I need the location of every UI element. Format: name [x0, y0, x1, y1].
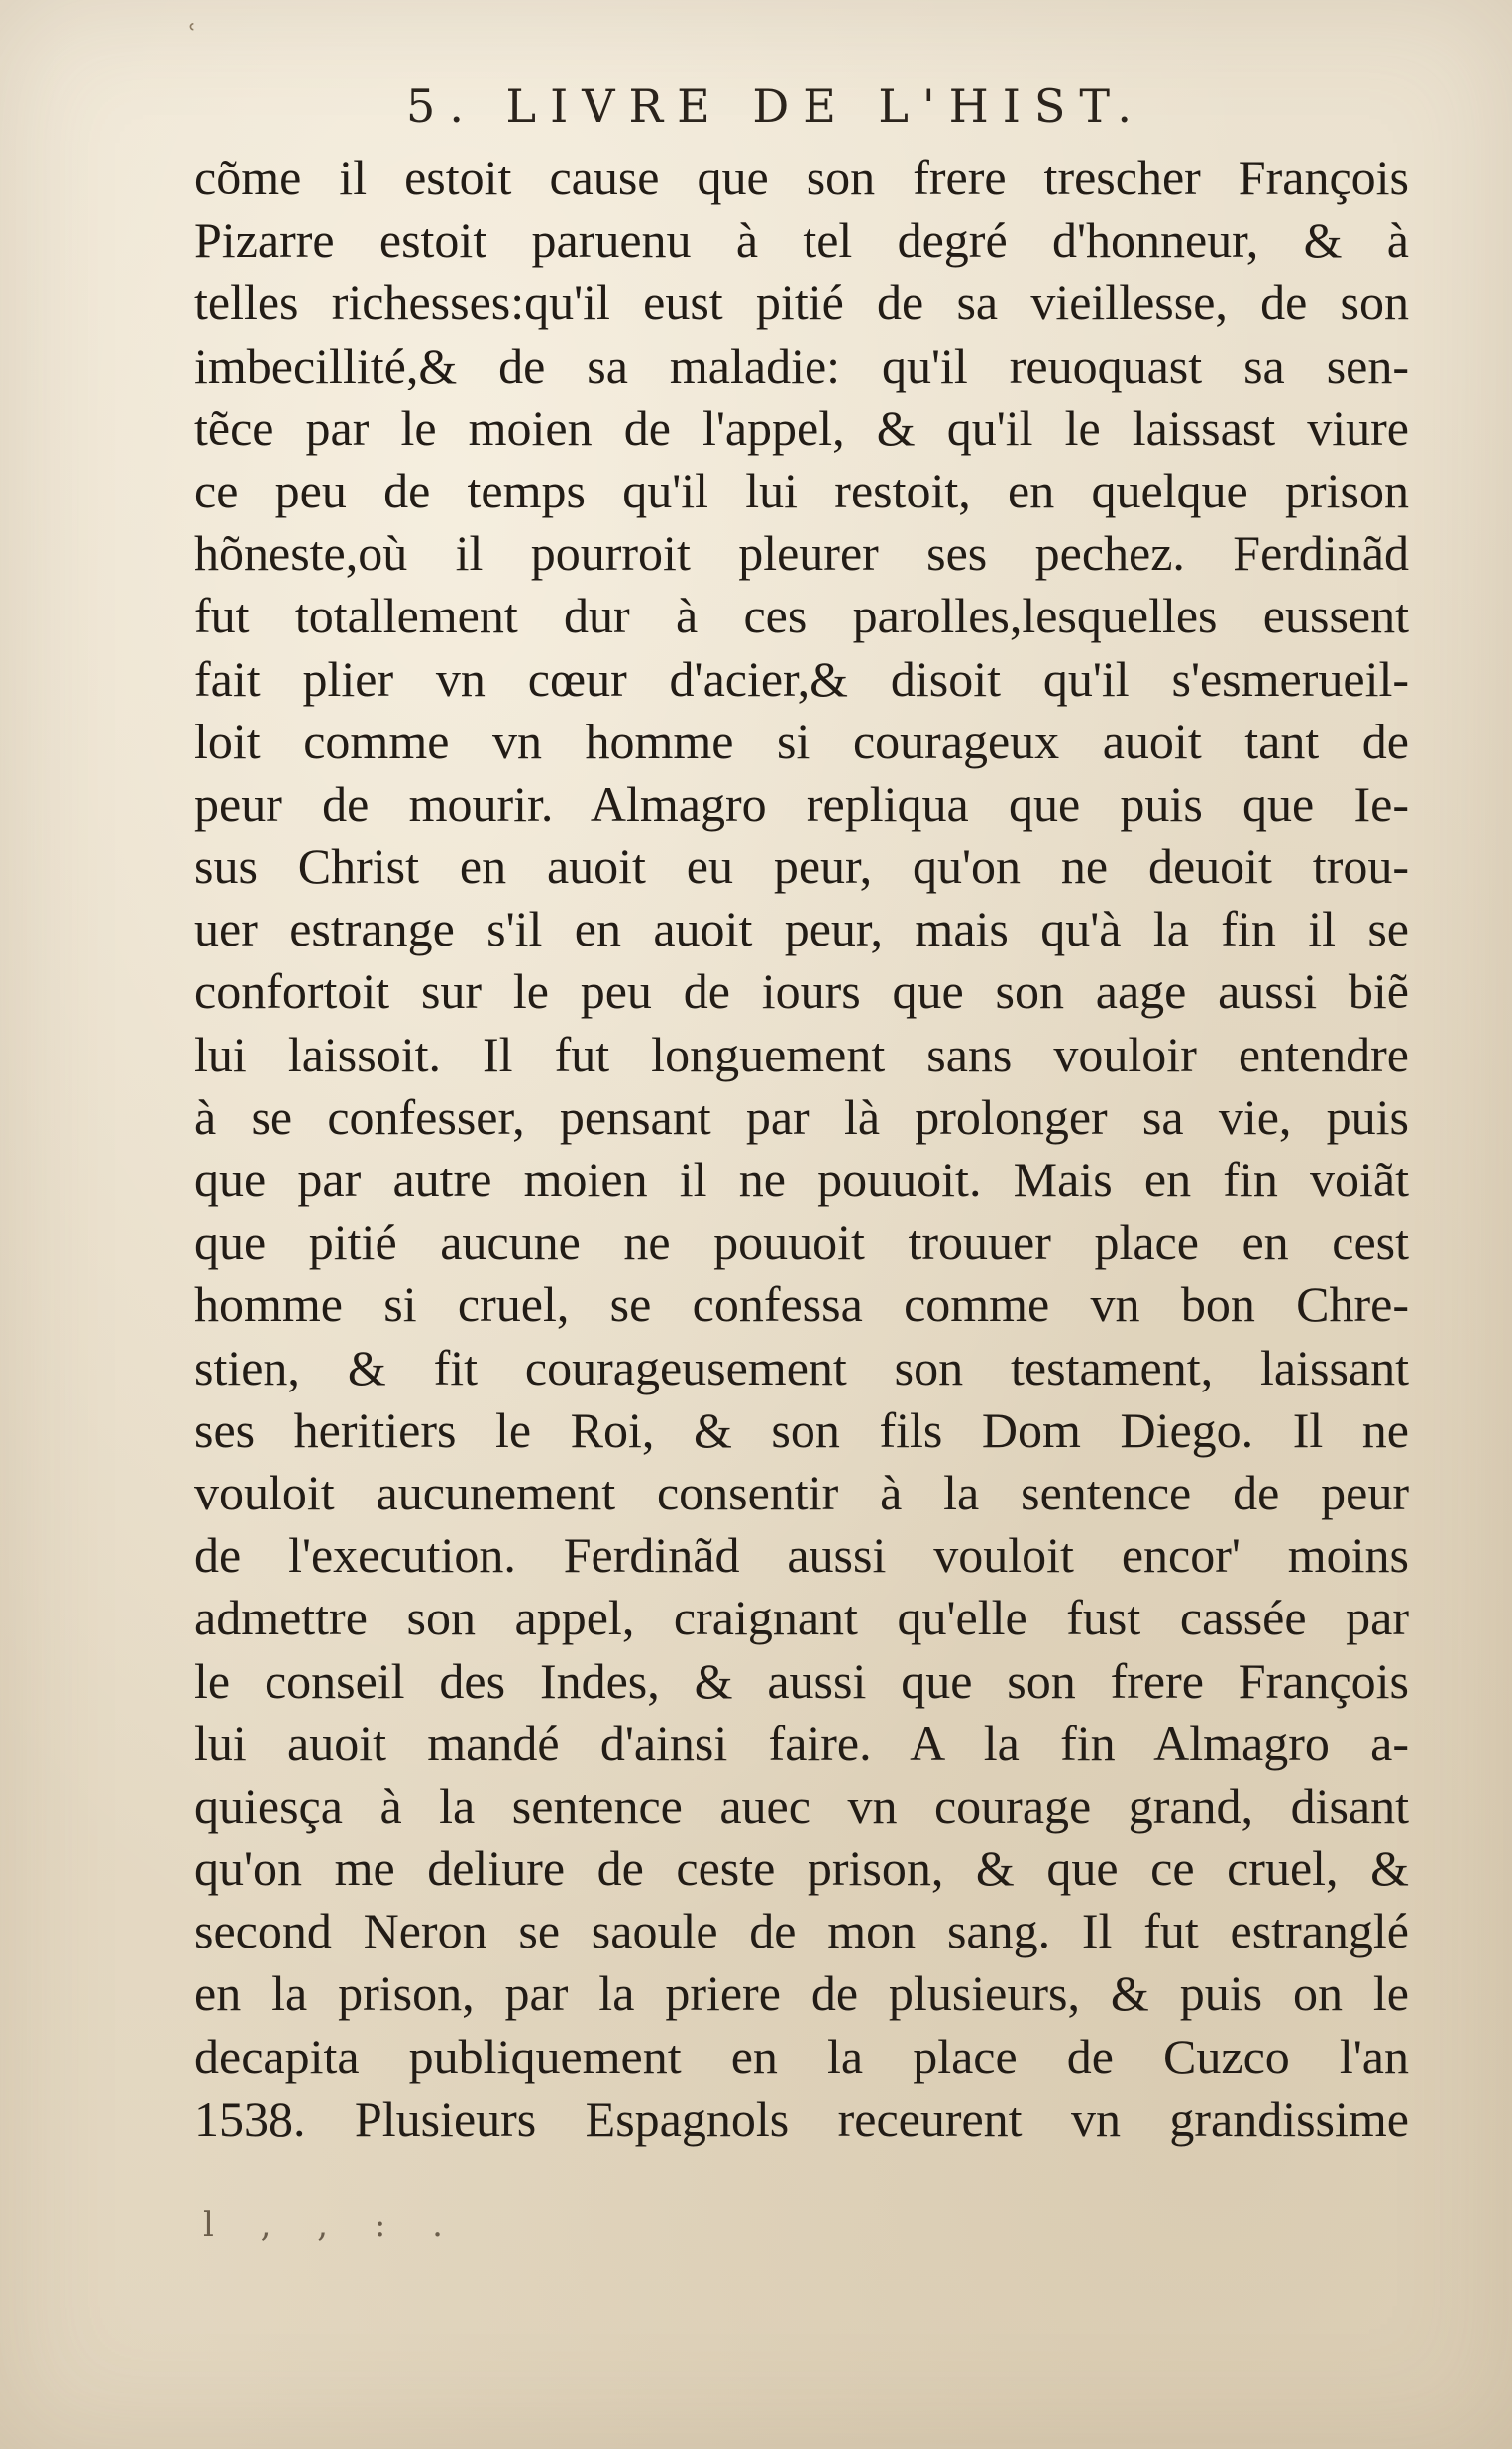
- text-line: admettre son appel, craignant qu'elle fust cassée par: [194, 1590, 1409, 1646]
- text-line: second Neron se saoule de mon sang. Il fut estranglé: [194, 1903, 1409, 1959]
- bottom-ink-marks: l , , : .: [203, 2205, 461, 2245]
- text-line: stien, & fit courageusement son testament, laissant: [194, 1339, 1409, 1395]
- text-line: confortoit sur le peu de iours que son aage aussi biẽ: [194, 963, 1409, 1020]
- text-line: hõneste,où il pourroit pleurer ses pechez. Ferdinãd: [194, 525, 1409, 582]
- text-line: telles richesses:qu'il eust pitié de sa vieillesse, de son: [194, 275, 1409, 331]
- text-line: que pitié aucune ne pouuoit trouuer place en cest: [194, 1214, 1409, 1271]
- text-line: cõme il estoit cause que son frere trescher François: [194, 150, 1409, 205]
- text-line: de l'execution. Ferdinãd aussi vouloit encor' moins: [194, 1527, 1409, 1584]
- text-line: à se confesser, pensant par là prolonger sa vie, puis: [194, 1088, 1409, 1145]
- text-line: decapita publiquement en la place de Cuzco l'an: [194, 2028, 1409, 2084]
- text-line: ses heritiers le Roi, & son fils Dom Diego. Il ne: [194, 1401, 1409, 1458]
- text-line: homme si cruel, se confessa comme vn bon Chre-: [194, 1277, 1409, 1333]
- text-line: lui laissoit. Il fut longuement sans vouloir entendre: [194, 1026, 1409, 1082]
- text-line: imbecillité,& de sa maladie: qu'il reuoquast sa sen-: [194, 337, 1409, 393]
- text-line: ce peu de temps qu'il lui restoit, en quelque prison: [194, 462, 1409, 518]
- text-line: vouloit aucunement consentir à la sentence de peur: [194, 1464, 1409, 1520]
- text-line: en la prison, par la priere de plusieurs, & puis on le: [194, 1965, 1409, 2022]
- text-line: fut totallement dur à ces parolles,lesquelles eussent: [194, 588, 1409, 644]
- text-line: tẽce par le moien de l'appel, & qu'il le laissast viure: [194, 399, 1409, 456]
- text-line: sus Christ en auoit eu peur, qu'on ne deuoit trou-: [194, 838, 1409, 895]
- text-line: Pizarre estoit paruenu à tel degré d'honneur, & à: [194, 212, 1409, 269]
- text-line: le conseil des Indes, & aussi que son frere François: [194, 1652, 1409, 1709]
- text-line: que par autre moien il ne pouuoit. Mais en fin voiãt: [194, 1152, 1409, 1207]
- text-line: lui auoit mandé d'ainsi faire. A la fin Almagro a-: [194, 1715, 1409, 1771]
- text-line: 1538. Plusieurs Espagnols receurent vn grandissime: [194, 2090, 1409, 2147]
- text-line: qu'on me deliure de ceste prison, & que ce cruel, &: [194, 1840, 1409, 1897]
- corner-ink-mark: ʿ: [188, 18, 197, 51]
- text-line: quiesça à la sentence auec vn courage grand, disant: [194, 1777, 1409, 1834]
- text-line: fait plier vn cœur d'acier,& disoit qu'il s'esmerueil-: [194, 650, 1409, 707]
- body-text: [194, 147, 1409, 2151]
- text-line: loit comme vn homme si courageux auoit tant de: [194, 713, 1409, 769]
- running-head: 5. LIVRE DE L'HIST.: [406, 79, 1145, 133]
- text-line: uer estrange s'il en auoit peur, mais qu'à la fin il se: [194, 901, 1409, 957]
- text-line: peur de mourir. Almagro repliqua que puis que Ie-: [194, 775, 1409, 832]
